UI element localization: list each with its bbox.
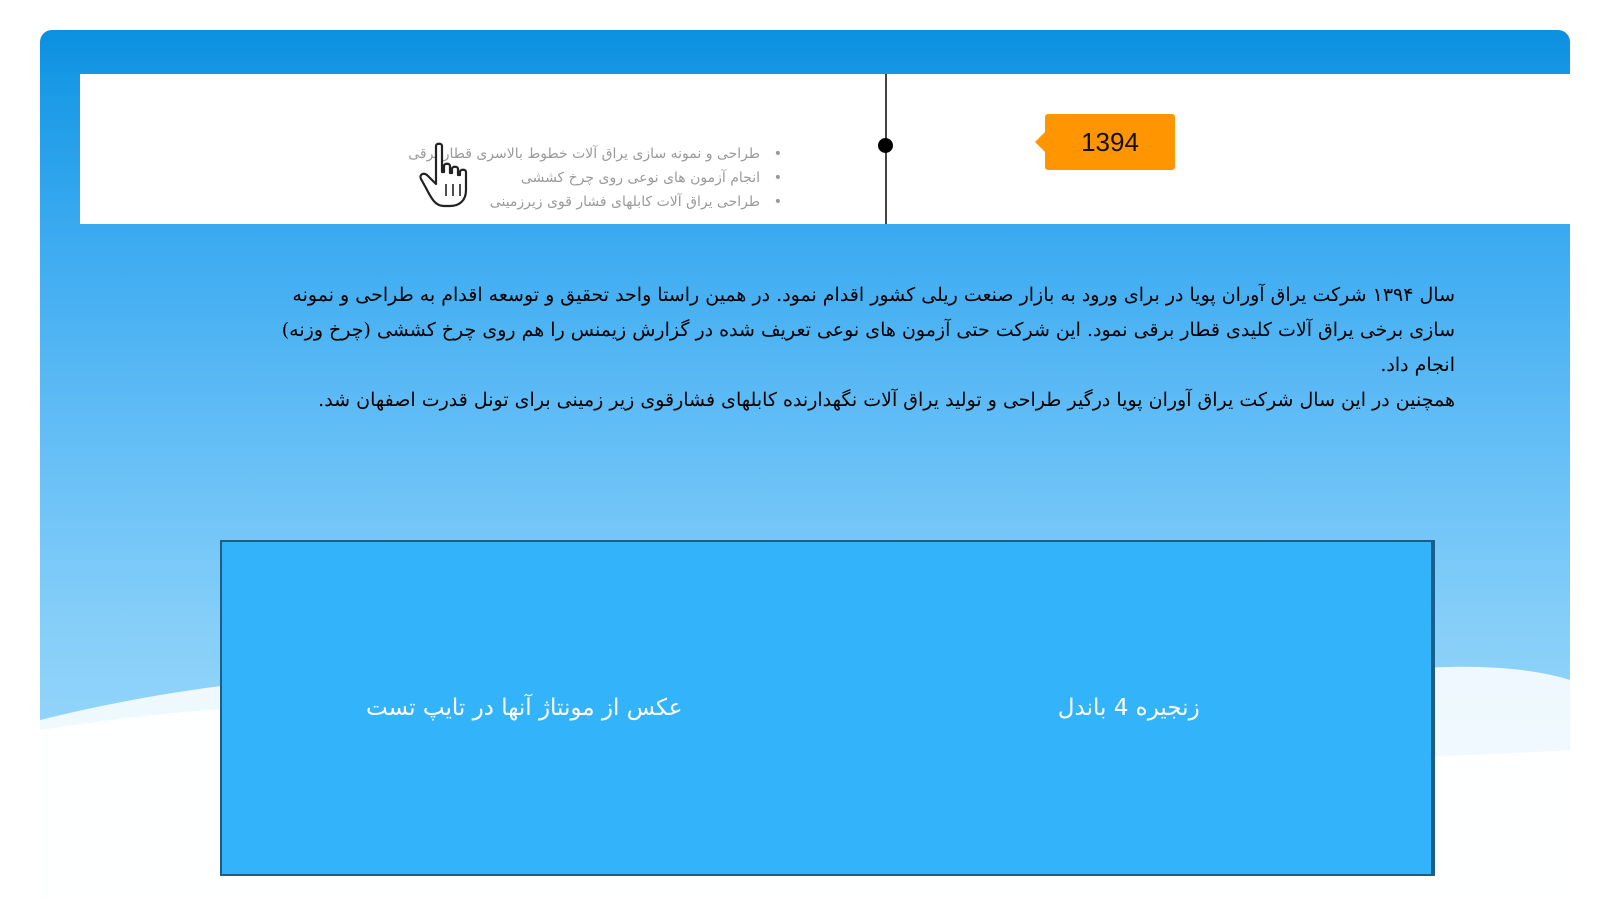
timeline-dot-icon — [878, 138, 893, 153]
timeline-bullet-item: طراحی و نمونه سازی یراق آلات خطوط بالاسری قطار برقی • — [340, 142, 760, 166]
image-placeholder-table — [220, 540, 1435, 876]
timeline-bullet-item: انجام آزمون های نوعی روی چرخ کششی • — [340, 166, 760, 190]
year-badge[interactable]: 1394 — [1045, 114, 1175, 170]
timeline-bullet-item: طراحی یراق آلات کابلهای فشار قوی زیرزمینی • — [340, 190, 760, 214]
timeline-panel — [80, 74, 1570, 224]
description-text — [275, 278, 1455, 418]
description-paragraph: همچنین در این سال شرکت یراق آوران پویا درگیر طراحی و تولید یراق آلات نگهدارنده کابلهای فشارقوی زیر زمینی برای تونل قدرت اصفهان شد. — [318, 389, 1455, 411]
timeline-bullet-list — [340, 142, 760, 214]
hand-pointer-icon — [418, 142, 478, 212]
description-paragraph: سال ۱۳۹۴ شرکت یراق آوران پویا در برای ورود به بازار صنعت ریلی کشور اقدام نمود. در همین راستا واحد تحقیق و توسعه اقدام به طراحی و نمونه سازی برخی یراق آلات کلیدی قطار برقی نمود. این شرکت حتی آزمون های نوعی تعریف شده در گزارش زیمنس را هم روی چرخ کششی (چرخ وزنه) انجام داد. — [281, 284, 1455, 376]
slide — [40, 30, 1570, 900]
bundle-chain-placeholder: زنجیره 4 باندل — [827, 542, 1434, 874]
montage-photo-placeholder: عکس از مونتاژ آنها در تایپ تست — [222, 542, 827, 874]
